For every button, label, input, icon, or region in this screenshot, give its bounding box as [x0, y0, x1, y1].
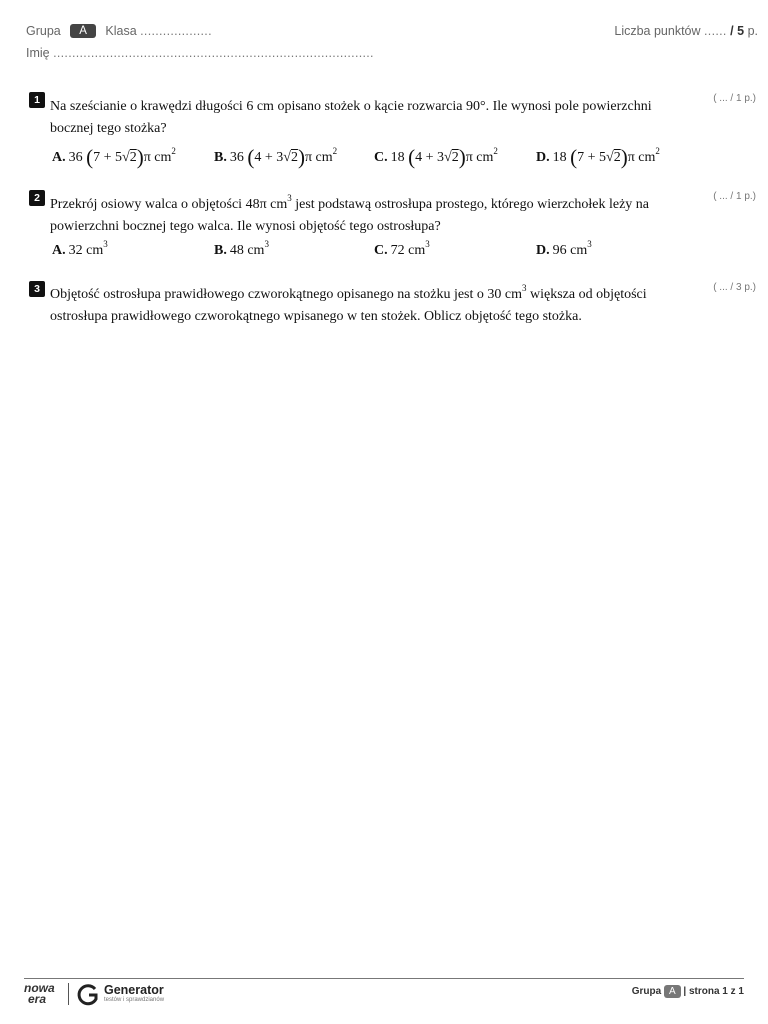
class-dots: ................... [140, 24, 212, 38]
question-text-2: Przekrój osiowy walca o objętości 48π $cm^3$ jest podstawą ostrosłupa prostego, którego wierzchołek leży na powierzchni bocznej tego walca. Ile wynosi objętość tego ostrosłupa? [50, 193, 650, 234]
footer-logo-separator [68, 983, 69, 1005]
question-points-1: ( ... / 1 p.) [713, 93, 756, 104]
question-2-option-c[interactable]: C. 72 $cm^3$ [374, 239, 430, 258]
class-label: Klasa [105, 24, 137, 38]
group-label: Grupa [26, 24, 61, 38]
question-number-1: 1 [29, 92, 45, 108]
question-text-1: Na sześcianie o krawędzi długości 6 cm opisano stożek o kącie rozwarcia 90°. Ile wynosi pole powierzchni bocznej tego stożka? [50, 99, 652, 136]
footer-group-badge: A [664, 985, 681, 998]
question-number-2: 2 [29, 190, 45, 206]
generator-logo-icon [76, 983, 100, 1012]
question-1-option-d[interactable]: D. 18 (7 + 5√2)π $cm^2$ [536, 145, 660, 169]
points-label: Liczba punktów [614, 24, 701, 38]
question-1-option-a[interactable]: A. 36 (7 + 5√2)π $cm^2$ [52, 145, 176, 169]
points-sep: / [730, 24, 734, 38]
question-points-3: ( ... / 3 p.) [713, 282, 756, 293]
question-text-3: Objętość ostrosłupa prawidłowego czworokątnego opisanego na stożku jest o 30 $cm^3$ większa od objętości ostrosłupa prawidłowego czworokątnego wpisanego w ten stożek. Oblicz objętość tego stożka. [50, 283, 647, 324]
points-unit: p. [747, 24, 758, 38]
footer-page-info [632, 985, 744, 998]
question-2-option-d[interactable]: D. 96 $cm^3$ [536, 239, 592, 258]
generator-title: Generator [104, 983, 164, 997]
header-points [614, 24, 758, 38]
points-total: 5 [737, 24, 745, 38]
name-label: Imię [26, 46, 50, 60]
footer-page-text: | strona 1 z 1 [683, 986, 744, 997]
name-dots: ..................................................................................... [53, 46, 374, 60]
nowa-era-logo: nowa era [24, 981, 55, 1006]
generator-subtitle: testów i sprawdzianów [104, 997, 165, 1003]
question-2-option-b[interactable]: B. 48 $cm^3$ [214, 239, 269, 258]
header-name-row [26, 46, 374, 60]
question-1-option-c[interactable]: C. 18 (4 + 3√2)π $cm^2$ [374, 145, 498, 169]
header-group-row [26, 24, 212, 38]
group-badge: A [70, 24, 96, 38]
footer-divider [24, 978, 744, 979]
question-points-2: ( ... / 1 p.) [713, 191, 756, 202]
question-2-option-a[interactable]: A. 32 $cm^3$ [52, 239, 108, 258]
question-number-3: 3 [29, 281, 45, 297]
points-dots: ...... [704, 24, 727, 38]
question-1-option-b[interactable]: B. 36 (4 + 3√2)π $cm^2$ [214, 145, 338, 169]
footer-group-label: Grupa [631, 986, 662, 997]
